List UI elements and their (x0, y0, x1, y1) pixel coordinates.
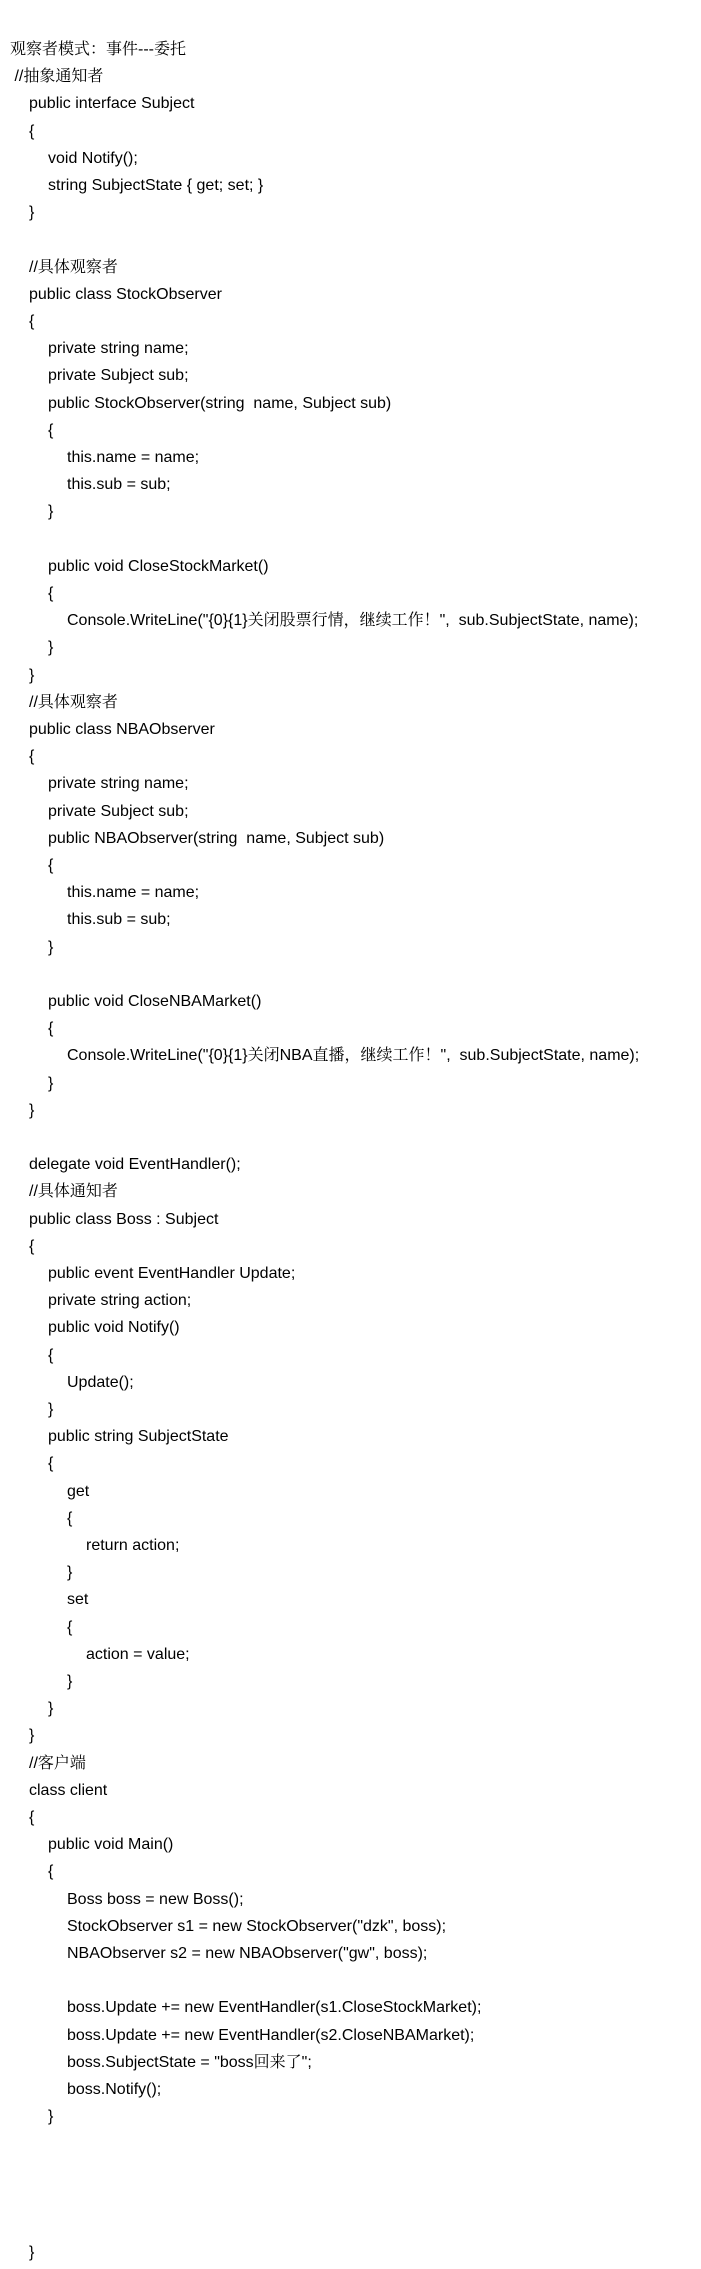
code-line: public NBAObserver(string name, Subject sub) (48, 829, 385, 847)
code-line: //具体观察者 (29, 693, 118, 711)
code-line: } (48, 938, 54, 956)
code-line: public void CloseNBAMarket() (48, 993, 262, 1010)
code-line: boss.SubjectState = "boss回来了"; (67, 2053, 312, 2071)
code-line: { (29, 1237, 35, 1255)
code-line: public interface Subject (29, 95, 195, 113)
code-line: //抽象通知者 (10, 68, 104, 86)
code-line: Boss boss = new Boss(); (67, 1890, 244, 1908)
code-line: public void CloseStockMarket() (48, 557, 269, 575)
code-line: delegate void EventHandler(); (29, 1156, 241, 1174)
code-line: private string name; (48, 340, 189, 358)
code-line: action = value; (86, 1645, 190, 1663)
code-line: { (29, 313, 35, 330)
code-line: set (67, 1591, 89, 1609)
code-line: { (48, 1455, 54, 1473)
code-line: private string name; (48, 775, 189, 793)
code-line: boss.Notify(); (67, 2081, 162, 2098)
code-line: this.sub = sub; (67, 911, 171, 929)
code-line: this.sub = sub; (67, 476, 171, 494)
code-line: public class NBAObserver (29, 721, 215, 738)
code-line: Update(); (67, 1373, 134, 1391)
code-line: Console.WriteLine("{0}{1}关闭股票行情，继续工作！", sub.SubjectState, name); (67, 612, 639, 630)
code-line: this.name = name; (67, 884, 200, 902)
code-line: boss.Update += new EventHandler(s1.CloseStockMarket); (67, 1999, 482, 2017)
code-line: //具体通知者 (29, 1183, 118, 1201)
code-line: } (29, 1727, 35, 1745)
code-line: string SubjectState { get; set; } (48, 177, 264, 194)
code-line: public void Main() (48, 1836, 174, 1854)
code-line: { (48, 1346, 54, 1364)
code-line: { (48, 1863, 54, 1881)
code-line: { (48, 585, 54, 602)
code-line: { (29, 748, 35, 766)
code-line: } (48, 2108, 54, 2126)
code-line: } (29, 666, 35, 684)
code-line: } (29, 2244, 35, 2262)
code-line: class client (29, 1781, 108, 1799)
code-line: } (67, 1564, 73, 1582)
code-line: private Subject sub; (48, 367, 189, 385)
code-line: 观察者模式：事件---委托 (10, 41, 186, 58)
code-line: public StockObserver(string name, Subject sub) (48, 394, 392, 412)
code-line: } (29, 204, 35, 222)
code-line: public event EventHandler Update; (48, 1265, 296, 1282)
code-line: } (29, 1101, 35, 1119)
code-line: public string SubjectState (48, 1428, 229, 1446)
code-line: { (29, 122, 35, 140)
code-line: } (48, 503, 54, 521)
code-line: { (67, 1618, 73, 1636)
code-line: public class Boss : Subject (29, 1210, 219, 1228)
code-line: boss.Update += new EventHandler(s2.CloseNBAMarket); (67, 2026, 475, 2044)
code-line: Console.WriteLine("{0}{1}关闭NBA直播，继续工作！", sub.SubjectState, name); (67, 1047, 640, 1065)
code-line: } (67, 1673, 73, 1690)
code-line: } (48, 639, 54, 657)
code-line: //具体观察者 (29, 258, 118, 276)
code-line: { (48, 421, 54, 439)
code-line: get (67, 1482, 90, 1500)
code-line: public void Notify() (48, 1319, 180, 1337)
code-line: } (48, 1074, 54, 1092)
code-line: NBAObserver s2 = new NBAObserver("gw", boss); (67, 1945, 428, 1962)
code-line: } (48, 1700, 54, 1718)
code-line: private Subject sub; (48, 802, 189, 820)
code-line: this.name = name; (67, 449, 200, 466)
code-line: } (48, 1401, 54, 1418)
code-line: StockObserver s1 = new StockObserver("dzk", boss); (67, 1917, 447, 1935)
code-line: { (48, 1020, 54, 1038)
code-line: { (67, 1509, 73, 1527)
code-line: //客户端 (29, 1754, 86, 1772)
code-line: void Notify(); (48, 149, 138, 167)
code-line: public class StockObserver (29, 285, 222, 303)
code-line: private string action; (48, 1292, 192, 1310)
code-line: return action; (86, 1537, 180, 1554)
code-line: { (29, 1809, 35, 1826)
code-line: { (48, 857, 54, 874)
